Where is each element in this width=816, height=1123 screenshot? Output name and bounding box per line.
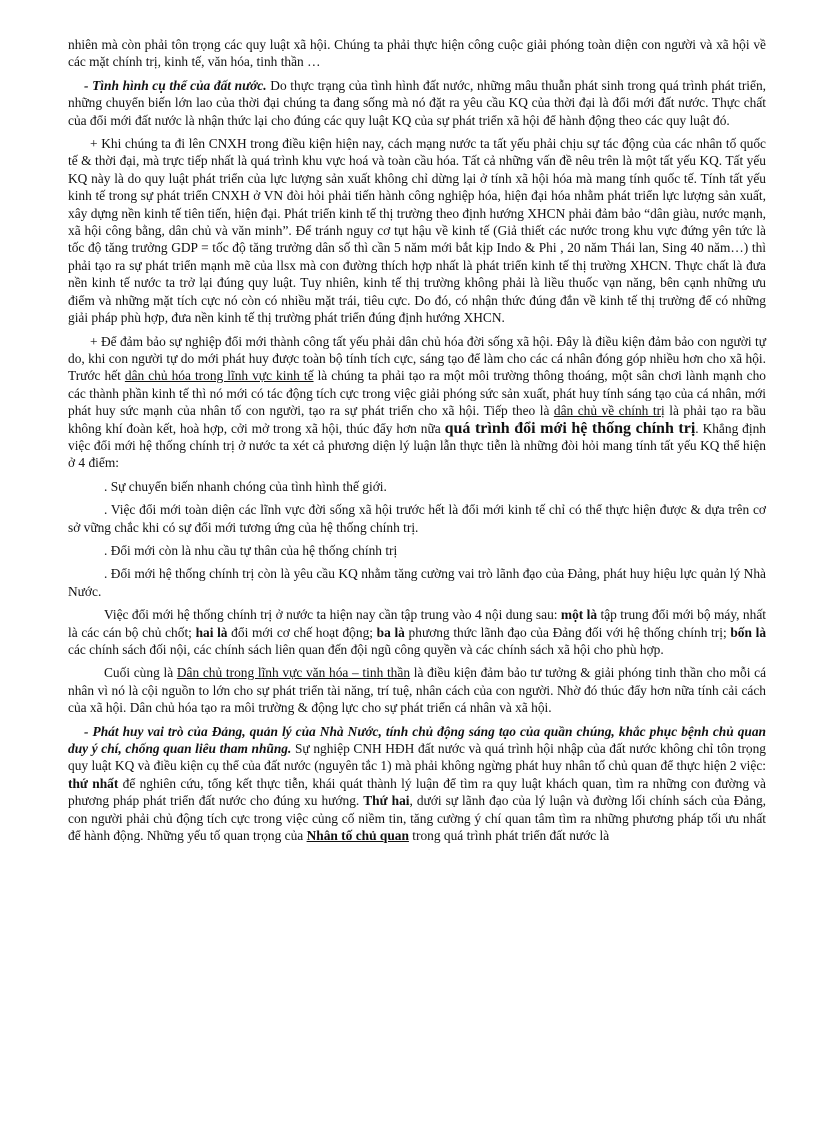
point-3: . Đổi mới còn là nhu cầu tự thân của hệ thống chính trị: [104, 542, 398, 558]
culture-text-a: Cuối cùng là: [104, 665, 177, 681]
point-2: . Việc đổi mới toàn diện các lĩnh vực đời sống xã hội trước hết là đổi mới kinh tế chỉ có thể thực hiện được & dựa trên cơ sở vững chắc khi có sự đổi mới tương ứng của hệ thống chính trị.: [68, 502, 766, 535]
contents-text-c: đổi mới cơ chế hoạt động;: [227, 624, 377, 640]
contents-text-b: tập trung đổi mới bộ máy, nhất là các cán bộ chủ chốt;: [68, 607, 766, 640]
paragraph-four-contents: [68, 606, 766, 658]
party-role-heading: - Phát huy vai trò của Đảng, quản lý của Nhà Nước, tính chủ động sáng tạo của quần chúng, khắc phục bệnh chủ quan duy ý chí, chống quan liêu tham nhũng.: [68, 723, 766, 757]
subjective-factor-emphasis: Nhân tố chủ quan: [306, 828, 409, 844]
party-role-text-c: , dưới sự lãnh đạo của lý luận và đường lối chính sách của Đảng, con người phải chủ động tích cực trong việc củng cố niềm tin, tăng cường ý chí quan tâm tìm ra những phương pháp tối ưu nhất để hành động. Những yếu tố quan trọng của: [68, 793, 766, 844]
paragraph-democracy: [68, 333, 766, 472]
paragraph-international: + Khi chúng ta đi lên CNXH trong điều kiện hiện nay, cách mạng nước ta tất yếu phải chịu sự tác động của các nhân tố quốc tế & thời đại, mà trực tiếp nhất là quá trình khu vực hoá và toàn cầu hóa. Tất cả những vấn đề nêu trên là một tất yếu KQ. Tất yếu KQ này là do quy luật phát triển của lực lượng sản xuất không chỉ dừng lại ở tính xã hội hóa mà mang tính quốc tế. Tính tất yếu kinh tế trong sự phát triển CNXH ở VN đòi hỏi phải tiến hành công nghiệp hóa, hiện đại hóa nhằm phát triển lực lượng sản xuất, xây dựng nền kinh tế tiên tiến, hiện đại. Phát triển kinh tế thị trường theo định hướng XHCN phải đảm bảo “dân giàu, nước mạnh, xã hội công bằng, dân chủ và văn minh”. Để tránh nguy cơ tụt hậu về kinh tế (Giả thiết các nước trong khu vực đứng yên tức là tốc độ tăng trưởng GDP = tốc độ tăng trưởng dân số thì cần 5 năm mới bắt kịp Indo & Phi , 20 năm Thái lan, Sing 40 năm…) thì phải tạo ra sự phát triển mạnh mẽ của llsx mà con đường thích hợp nhất là phát triển kinh tế thị trường XHCN. Thực chất là đưa nền kinh tế nước ta trở lại đúng quy luật. Tuy nhiên, kinh tế thị trường không phải là liều thuốc vạn năng, bên cạnh những ưu điểm và những mặt tích cực nó còn có nhiều mặt trái, tiêu cực. Do đó, có nhận thức đúng đắn về kinh tế thị trường để có những giải pháp phù hợp, đưa nền kinh tế thị trường phát triển đúng định hướng XHCN.: [68, 136, 766, 326]
situation-heading: - Tình hình cụ thể của đất nước.: [84, 77, 267, 93]
point-4: . Đổi mới hệ thống chính trị còn là yêu cầu KQ nhằm tăng cường vai trò lãnh đạo của Đảng, phát huy hiệu lực quản lý Nhà Nước.: [68, 566, 766, 599]
contents-text-a: Việc đổi mới hệ thống chính trị ở nước ta hiện nay cần tập trung vào 4 nội dung sau:: [104, 607, 561, 623]
contents-bold-1: một là: [560, 607, 598, 623]
situation-text: Do thực trạng của tình hình đất nước, những mâu thuẫn phát sinh trong quá trình phát triển, những chuyển biến lớn lao của thời đại chúng ta đang sống mà nó đặt ra yêu cầu KQ của thời đại là đổi mới đất nước. Thực chất của đổi mới đất nước là nhận thức lại cho đúng các quy luật KQ của sự phát triển xã hội để hành động theo các quy luật đó.: [68, 77, 766, 128]
contents-text-e: các chính sách đối nội, các chính sách liên quan đến đội ngũ công quyền và các chính sách xã hội cho phù hợp.: [68, 642, 664, 657]
contents-bold-3: ba là: [376, 624, 405, 640]
document-page: [68, 36, 766, 1111]
paragraph-situation: [68, 77, 766, 129]
party-role-bold-1: thứ nhất: [68, 775, 119, 791]
party-role-bold-2: Thứ hai: [363, 793, 410, 809]
contents-bold-4: bốn là: [730, 624, 767, 640]
democracy-text-d: . Khẳng định việc đổi mới hệ thống chính trị ở nước ta xét cả phương diện lý luận lẫn thực tiễn là những đòi hỏi mang tính tất yếu KQ thể hiện ở 4 điểm:: [68, 420, 766, 471]
economic-democracy-underline: dân chủ hóa trong lĩnh vực kinh tế: [124, 368, 314, 384]
party-role-text-a: Sự nghiệp CNH HĐH đất nước và quá trình hội nhập của đất nước không chỉ tôn trọng quy luật KQ và điều kiện cụ thể của đất nước (nguyên tắc 1) mà phải không ngừng phát huy nhân tố chủ quan để thực hiện 2 việc:: [68, 741, 766, 774]
political-reform-emphasis: quá trình đổi mới hệ thống chính trị: [444, 419, 696, 437]
party-role-text-b: để nghiên cứu, tổng kết thực tiễn, khái quát thành lý luận để tìm ra quy luật khách quan, tìm ra những con đường và phương pháp phát triển đất nước cho đúng xu hướng.: [68, 775, 767, 809]
paragraph-party-role: [68, 723, 766, 845]
political-democracy-underline: dân chủ về chính trị: [553, 403, 665, 419]
culture-text-b: là điều kiện đảm bảo tư tưởng & giải phóng tinh thần cho mỗi cá nhân vì nó là cội nguồn to lớn cho sự phát triển tài năng, trí tuệ, nhân cách của con người. Nhờ đó thúc đẩy hơn nữa tính cải cách của xã hội. Dân chủ hóa tạo ra môi trường & động lực cho sự phát triển cá nhân và xã hội.: [68, 665, 767, 716]
democracy-text-b: là chúng ta phải tạo ra một môi trường thông thoáng, một sân chơi lành mạnh cho các thành phần kinh tế thì nó mới có tác động tích cực trong việc giải phóng sức sản xuất, phát huy tính sáng tạo của cá nhân, mới phát huy sức mạnh của nhân tố con người, tạo ra sự phát triển cho xã hội. Tiếp theo là: [68, 368, 767, 419]
paragraph-intro: nhiên mà còn phải tôn trọng các quy luật xã hội. Chúng ta phải thực hiện công cuộc giải phóng toàn diện con người và xã hội về các mặt chính trị, kinh tế, văn hóa, tinh thần …: [68, 37, 766, 70]
contents-text-d: phương thức lãnh đạo của Đảng đối với hệ thống chính trị;: [404, 624, 731, 640]
contents-bold-2: hai là: [195, 624, 228, 640]
democracy-text-c: là phải tạo ra bầu không khí đoàn kết, hoà hợp, cởi mở trong xã hội, thúc đẩy hơn nữa: [68, 403, 766, 436]
party-role-text-d: trong quá trình phát triển đất nước là: [408, 828, 610, 844]
point-1: . Sự chuyển biến nhanh chóng của tình hình thế giới.: [104, 478, 387, 494]
democracy-text-a: + Để đảm bảo sự nghiệp đổi mới thành công tất yếu phải dân chủ hóa đời sống xã hội. Đây là điều kiện đảm bảo con người tự do, khi con người tự do mới phát huy được toàn bộ tính tích cực, sáng tạo để làm cho các cá nhân đóng góp nhiều hơn cho xã hội. Trước hết: [68, 333, 766, 384]
culture-underline: Dân chủ trong lĩnh vực văn hóa – tinh thần: [176, 665, 411, 681]
paragraph-culture: [68, 664, 766, 716]
